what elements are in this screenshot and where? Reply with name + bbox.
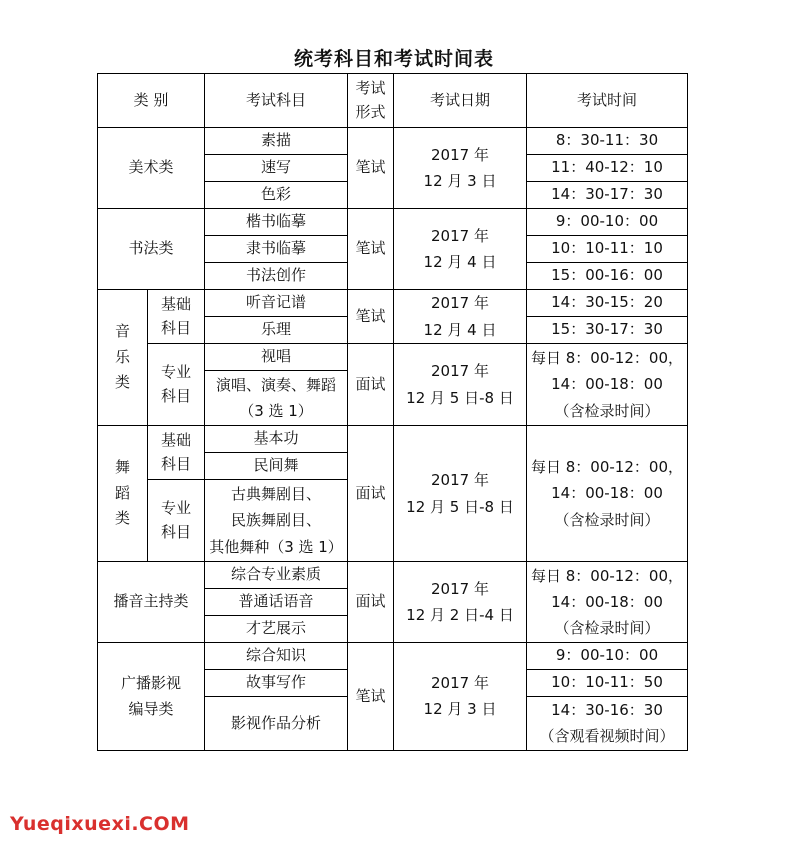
time-cell: 11：40-12：10	[527, 155, 688, 182]
time-cell: 8：30-11：30	[527, 128, 688, 155]
table-row	[98, 643, 688, 670]
date-cell: 2017 年 12 月 4 日	[394, 209, 527, 290]
page-title: 统考科目和考试时间表	[293, 48, 494, 70]
time-cell: 每日 8：00-12：00， 14：00-18：00 （含检录时间）	[527, 426, 688, 562]
time-cell: 14：30-17：30	[527, 182, 688, 209]
time-cell: 15：30-17：30	[527, 317, 688, 344]
time-cell: 每日 8：00-12：00， 14：00-18：00 （含检录时间）	[527, 344, 688, 426]
form-cell: 面试	[348, 426, 394, 562]
category-film: 广播影视 编导类	[98, 643, 205, 751]
header-subject: 考试科目	[205, 74, 348, 128]
subject-cell: 素描	[205, 128, 348, 155]
header-row	[98, 74, 688, 128]
category-music: 音 乐 类	[98, 290, 148, 426]
form-cell: 笔试	[348, 128, 394, 209]
header-category: 类 别	[98, 74, 205, 128]
category-dance: 舞 蹈 类	[98, 426, 148, 562]
subject-cell: 听音记谱	[205, 290, 348, 317]
subject-cell: 基本功	[205, 426, 348, 453]
form-cell: 笔试	[348, 209, 394, 290]
subject-cell: 速写	[205, 155, 348, 182]
subject-cell: 隶书临摹	[205, 236, 348, 263]
dance-pro-label: 专业 科目	[148, 480, 205, 562]
exam-schedule-table	[97, 73, 688, 751]
subject-cell: 普通话语音	[205, 589, 348, 616]
subject-cell: 才艺展示	[205, 616, 348, 643]
subject-cell: 视唱	[205, 344, 348, 371]
subject-cell: 乐理	[205, 317, 348, 344]
category-art: 美术类	[98, 128, 205, 209]
dance-basic-label: 基础 科目	[148, 426, 205, 480]
site-watermark: Yueqixuexi.COM	[10, 813, 190, 835]
time-cell: 14：30-16：30 （含观看视频时间）	[527, 697, 688, 751]
date-cell: 2017 年 12 月 3 日	[394, 643, 527, 751]
form-cell: 面试	[348, 562, 394, 643]
table-row	[98, 562, 688, 589]
music-basic-label: 基础 科目	[148, 290, 205, 344]
table-row	[98, 426, 688, 453]
subject-cell: 综合知识	[205, 643, 348, 670]
time-cell: 每日 8：00-12：00， 14：00-18：00 （含检录时间）	[527, 562, 688, 643]
subject-cell: 古典舞剧目、 民族舞剧目、 其他舞种（3 选 1）	[205, 480, 348, 562]
form-cell: 面试	[348, 344, 394, 426]
subject-cell: 色彩	[205, 182, 348, 209]
subject-cell: 演唱、演奏、舞蹈 （3 选 1）	[205, 371, 348, 426]
table-row	[98, 209, 688, 236]
date-cell: 2017 年 12 月 4 日	[394, 290, 527, 344]
subject-cell: 书法创作	[205, 263, 348, 290]
date-cell: 2017 年 12 月 5 日-8 日	[394, 426, 527, 562]
table-row	[98, 344, 688, 371]
subject-cell: 影视作品分析	[205, 697, 348, 751]
time-cell: 9：00-10：00	[527, 643, 688, 670]
time-cell: 14：30-15：20	[527, 290, 688, 317]
table-row	[98, 290, 688, 317]
date-cell: 2017 年 12 月 3 日	[394, 128, 527, 209]
time-cell: 10：10-11：10	[527, 236, 688, 263]
subject-cell: 楷书临摹	[205, 209, 348, 236]
time-cell: 10：10-11：50	[527, 670, 688, 697]
date-cell: 2017 年 12 月 2 日-4 日	[394, 562, 527, 643]
category-broadcast: 播音主持类	[98, 562, 205, 643]
time-cell: 9：00-10：00	[527, 209, 688, 236]
date-cell: 2017 年 12 月 5 日-8 日	[394, 344, 527, 426]
form-cell: 笔试	[348, 290, 394, 344]
header-form: 考试 形式	[348, 74, 394, 128]
header-date: 考试日期	[394, 74, 527, 128]
header-time: 考试时间	[527, 74, 688, 128]
time-cell: 15：00-16：00	[527, 263, 688, 290]
subject-cell: 民间舞	[205, 453, 348, 480]
form-cell: 笔试	[348, 643, 394, 751]
category-calligraphy: 书法类	[98, 209, 205, 290]
subject-cell: 故事写作	[205, 670, 348, 697]
table-row	[98, 128, 688, 155]
subject-cell: 综合专业素质	[205, 562, 348, 589]
music-pro-label: 专业 科目	[148, 344, 205, 426]
